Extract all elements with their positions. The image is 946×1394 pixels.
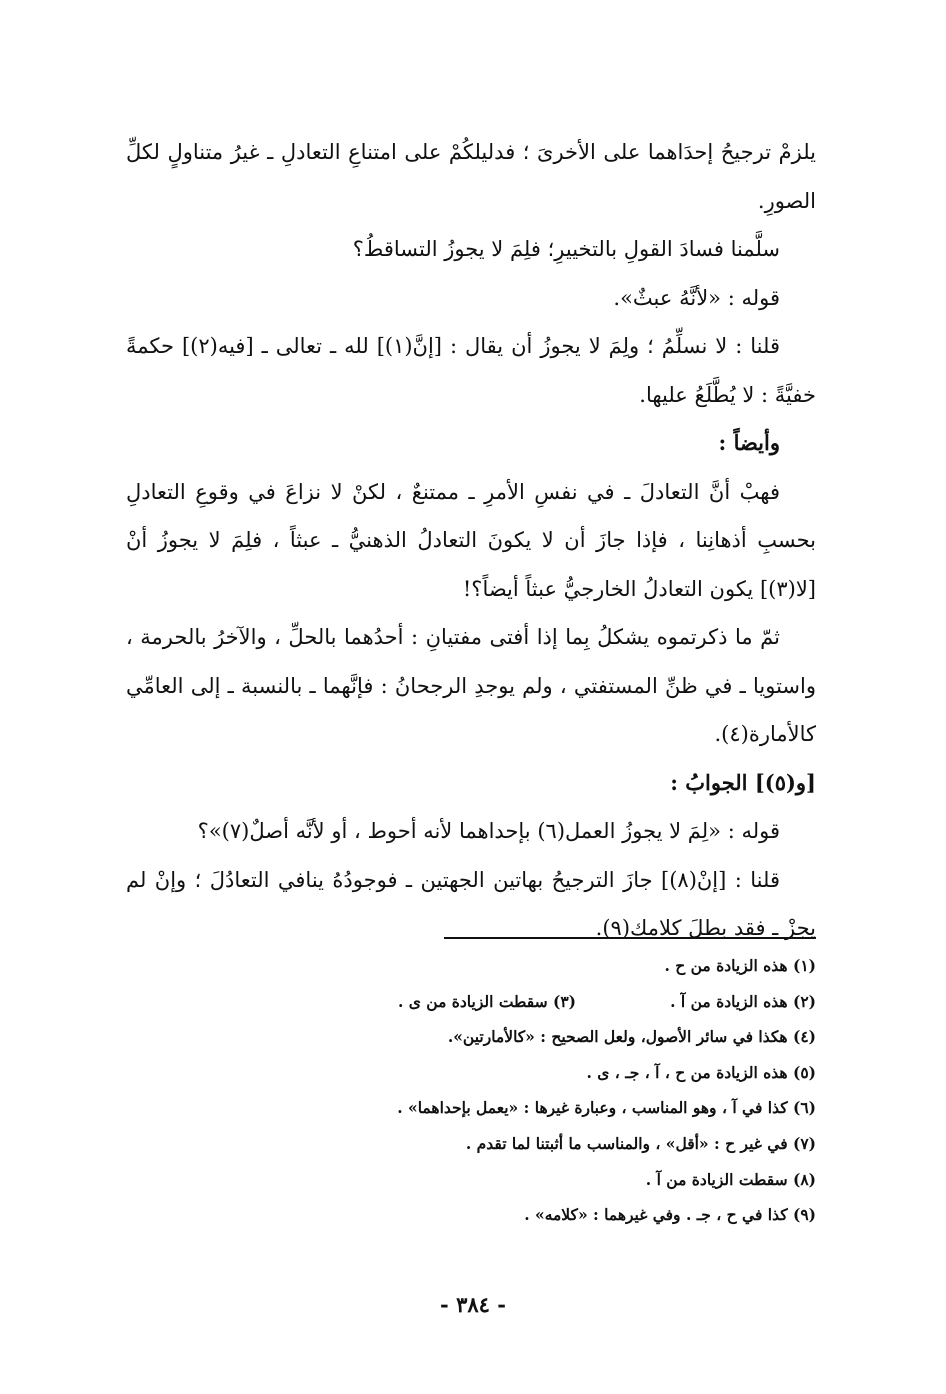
footnote-2: (٢) هذه الزيادة من آ .: [670, 991, 816, 1011]
paragraph-7: ثمّ ما ذكرتموه يشكلُ بِما إذا أفتى مفتيانِ : أحدُهما بالحلِّ ، والآخرُ بالحرمة ، واستويا ـ في ظنِّ المستفتي ، ولم يوجدِ الرجحانُ : فإنَّهما ـ بالنسبة ـ إلى العامِّي كالأمارة(٤).: [126, 625, 816, 746]
paragraph-9: قوله : «لِمَ لا يجوزُ العمل(٦) بإحداهما لأنه أحوط ، أو لأنَّه أصلٌ(٧)»؟: [197, 819, 780, 843]
footnote-7: (٧) في غير ح : «أقل» ، والمناسب ما أثبتنا لما تقدم .: [465, 1133, 816, 1153]
paragraph-2: سلَّمنا فسادَ القولِ بالتخييرِ؛ فلِمَ لا يجوزُ التساقطُ؟: [352, 237, 780, 261]
footnote-8: (٨) سقطت الزيادة من آ .: [645, 1169, 816, 1189]
footnote-9: (٩) كذا في ح ، جـ . وفي غيرهما : «كلامه» .: [524, 1205, 816, 1225]
heading-answer: [و(٥)] الجوابُ :: [670, 769, 816, 795]
footnote-6: (٦) كذا في آ ، وهو المناسب ، وعبارة غيرها : «يعمل بإحداهما» .: [397, 1098, 816, 1118]
footnote-1: (١) هذه الزيادة من ح .: [664, 956, 816, 975]
footnote-4: (٤) هكذا في سائر الأصول، ولعل الصحيح : «كالأمارتين».: [447, 1027, 816, 1047]
footnote-row-2-3: [126, 984, 816, 1020]
footnote-divider: [444, 937, 816, 939]
paragraph-10: قلنا : [إنْ(٨)] جازَ الترجيحُ بهاتين الجهتين ـ فوجودُهُ ينافي التعادُلَ ؛ وإنْ لم يجزْ ـ فقد بطلَ كلامك(٩).: [126, 867, 816, 940]
paragraph-3: قوله : «لأنَّهُ عبثٌ».: [613, 285, 780, 310]
page-number: - ٣٨٤ -: [440, 1292, 506, 1317]
paragraph-4: قلنا : لا نسلِّمُ ؛ ولِمَ لا يجوزُ أن يقال : [إنَّ(١)] لله ـ تعالى ـ [فيه(٢)] حكمةً خفيَّةً : لا يُطَّلَعُ عليها.: [126, 334, 816, 407]
footnote-3: (٣) سقطت الزيادة من ى .: [397, 991, 576, 1011]
paragraph-1: يلزمْ ترجيحُ إحدَاهما على الأخرىَ ؛ فدليلكُمْ على امتناعِ التعادلِ ـ غيرُ متناولٍ لكلِّ الصورِ.: [126, 140, 816, 213]
paragraph-6: فهبْ أنَّ التعادلَ ـ في نفسِ الأمرِ ـ ممتنعٌ ، لكنْ لا نزاعَ في وقوعِ التعادلِ بحسبِ أذهانِنا ، فإذا جازَ أن لا يكونَ التعادلُ الذهنيُّ ـ عبثاً ، فلِمَ لا يجوزُ أنْ [لا(٣)] يكون التعادلُ الخارجيُّ عبثاً أيضاً؟!: [126, 479, 816, 601]
heading-also: وأيضاً :: [718, 430, 780, 455]
footnote-5: (٥) هذه الزيادة من ح ، آ ، جـ ، ى .: [586, 1062, 816, 1082]
footnotes: [126, 948, 816, 1233]
main-text: [126, 128, 816, 953]
